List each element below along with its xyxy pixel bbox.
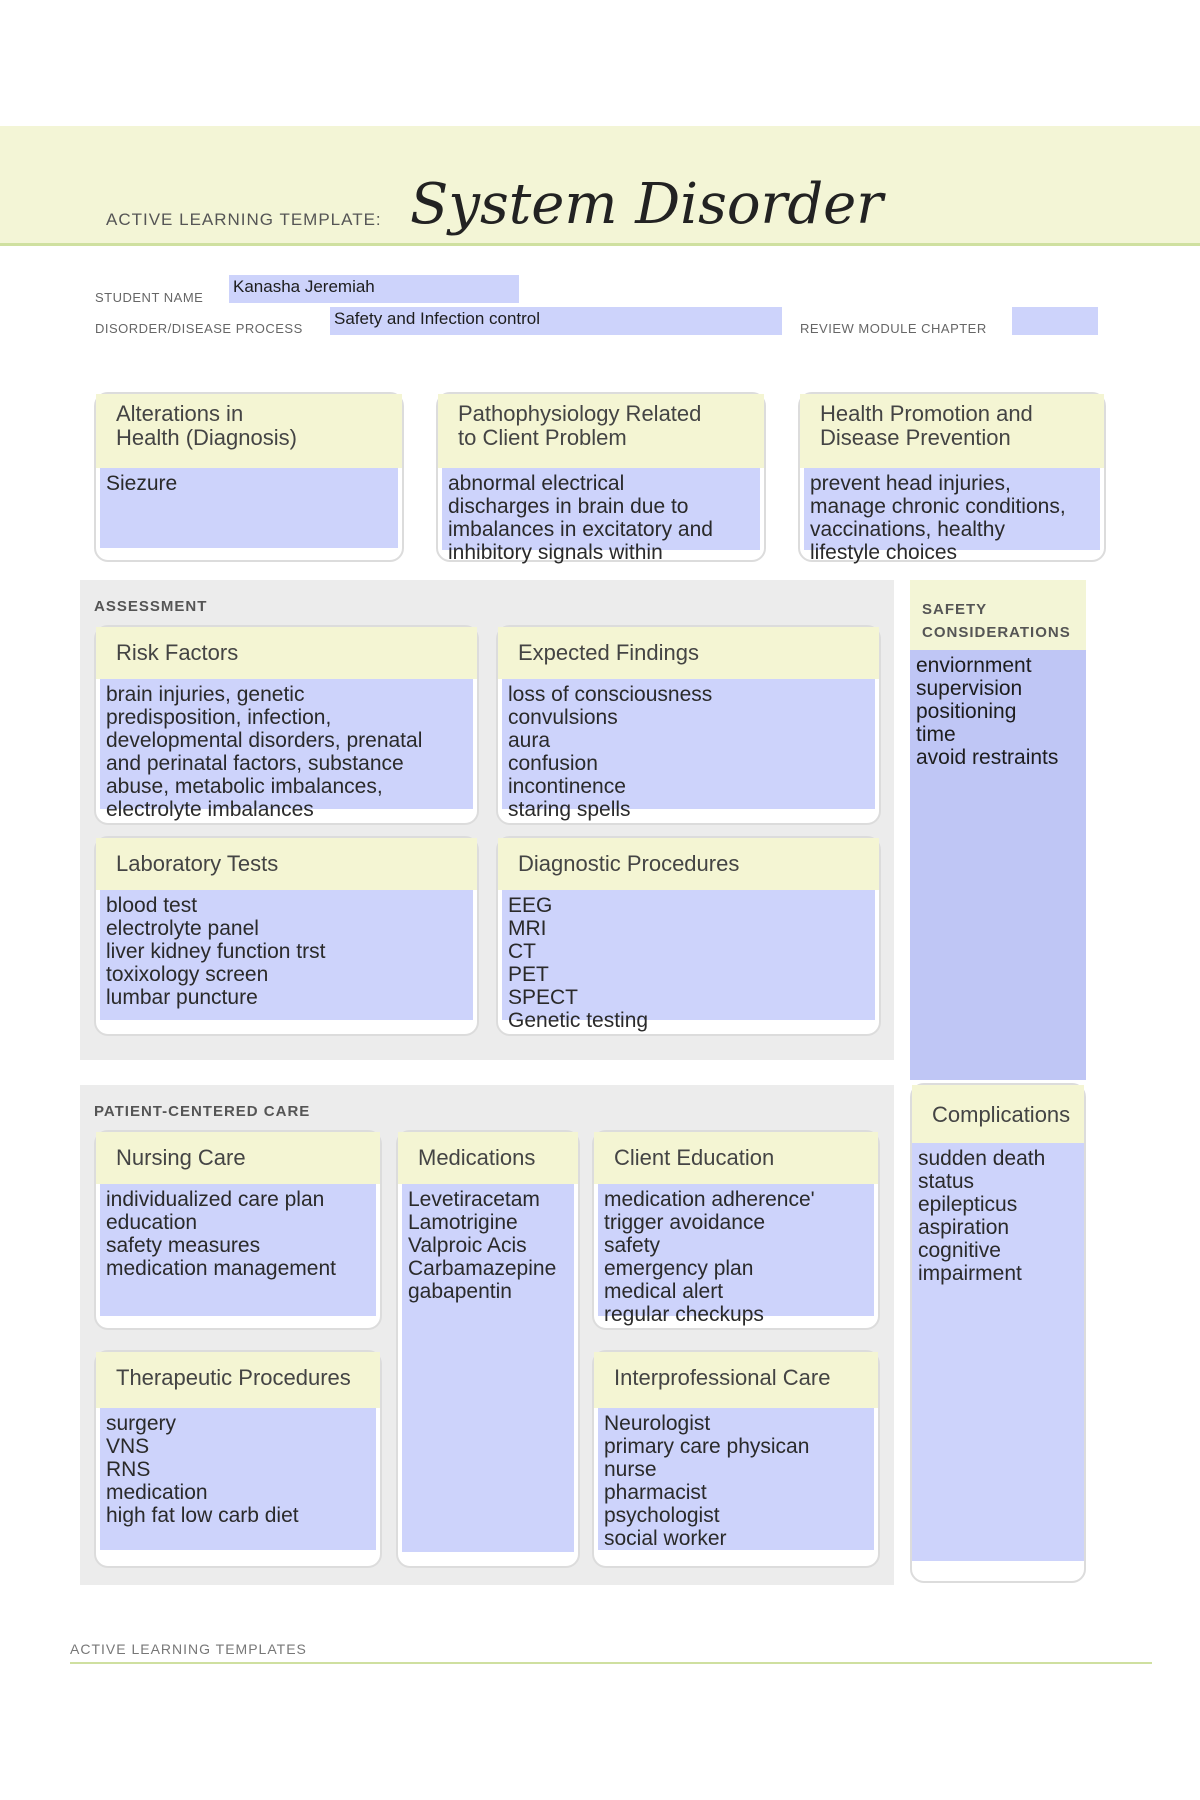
complications-field[interactable]: sudden death status epilepticus aspiration cognitive impairment [912, 1143, 1084, 1561]
disorder-field[interactable]: Safety and Infection control [330, 307, 782, 335]
footer-label: ACTIVE LEARNING TEMPLATES [70, 1641, 307, 1657]
medications-title: Medications [398, 1132, 578, 1184]
card-pathophysiology [436, 392, 766, 565]
card-alterations [94, 392, 404, 562]
header-divider [0, 243, 1200, 246]
health-promotion-field[interactable]: prevent head injuries, manage chronic conditions, vaccinations, healthy lifestyle choices [804, 468, 1100, 550]
footer-divider [70, 1662, 1152, 1664]
pathophysiology-field[interactable]: abnormal electrical discharges in brain due to imbalances in excitatory and inhibitory signals within [442, 468, 760, 550]
diagnostic-procedures-field[interactable]: EEG MRI CT PET SPECT Genetic testing [502, 890, 875, 1020]
page-title: System Disorder [410, 172, 884, 237]
therapeutic-procedures-field[interactable]: surgery VNS RNS medication high fat low carb diet [100, 1408, 376, 1550]
safety-label: SAFETY CONSIDERATIONS [922, 601, 1071, 642]
card-client-education [592, 1130, 880, 1330]
diagnostic-procedures-title: Diagnostic Procedures [498, 838, 879, 890]
student-name-field[interactable]: Kanasha Jeremiah [229, 275, 519, 303]
risk-factors-field[interactable]: brain injuries, genetic predisposition, infection, developmental disorders, prenatal and perinatal factors, substance abuse, metabolic imbalances, electrolyte imbalances [100, 679, 473, 809]
card-medications [396, 1130, 580, 1568]
interprofessional-care-field[interactable]: Neurologist primary care physican nurse pharmacist psychologist social worker [598, 1408, 874, 1550]
alterations-title: Alterations in Health (Diagnosis) [96, 394, 402, 468]
nursing-care-title: Nursing Care [96, 1132, 380, 1184]
card-therapeutic-procedures [94, 1350, 382, 1568]
health-promotion-title: Health Promotion and Disease Prevention [800, 394, 1104, 468]
template-label: ACTIVE LEARNING TEMPLATE: [106, 210, 382, 229]
student-name-label: STUDENT NAME [95, 290, 204, 305]
medications-field[interactable]: Levetiracetam Lamotrigine Valproic Acis Carbamazepine gabapentin [402, 1184, 574, 1552]
client-education-title: Client Education [594, 1132, 878, 1184]
risk-factors-title: Risk Factors [96, 627, 477, 679]
patient-care-label: PATIENT-CENTERED CARE [94, 1103, 311, 1120]
review-module-label: REVIEW MODULE CHAPTER [800, 321, 987, 336]
nursing-care-field[interactable]: individualized care plan education safety measures medication management [100, 1184, 376, 1316]
card-expected-findings [496, 625, 881, 825]
card-diagnostic-procedures [496, 836, 881, 1036]
therapeutic-procedures-title: Therapeutic Procedures [96, 1352, 380, 1408]
card-complications [910, 1083, 1086, 1583]
laboratory-tests-field[interactable]: blood test electrolyte panel liver kidney function trst toxixology screen lumbar puncture [100, 890, 473, 1020]
card-nursing-care [94, 1130, 382, 1330]
client-education-field[interactable]: medication adherence' trigger avoidance safety emergency plan medical alert regular checkups [598, 1184, 874, 1316]
assessment-label: ASSESSMENT [94, 598, 208, 615]
complications-title: Complications [912, 1085, 1084, 1143]
disorder-label: DISORDER/DISEASE PROCESS [95, 321, 303, 336]
laboratory-tests-title: Laboratory Tests [96, 838, 477, 890]
expected-findings-title: Expected Findings [498, 627, 879, 679]
expected-findings-field[interactable]: loss of consciousness convulsions aura confusion incontinence staring spells [502, 679, 875, 809]
card-interprofessional-care [592, 1350, 880, 1568]
review-module-field[interactable] [1012, 307, 1098, 335]
pathophysiology-title: Pathophysiology Related to Client Problem [438, 394, 764, 468]
interprofessional-care-title: Interprofessional Care [594, 1352, 878, 1408]
alterations-field[interactable]: Siezure [100, 468, 398, 548]
safety-field[interactable]: enviornment supervision positioning time avoid restraints [910, 650, 1086, 1080]
card-laboratory-tests [94, 836, 479, 1036]
card-health-promotion [798, 392, 1106, 565]
card-risk-factors [94, 625, 479, 825]
